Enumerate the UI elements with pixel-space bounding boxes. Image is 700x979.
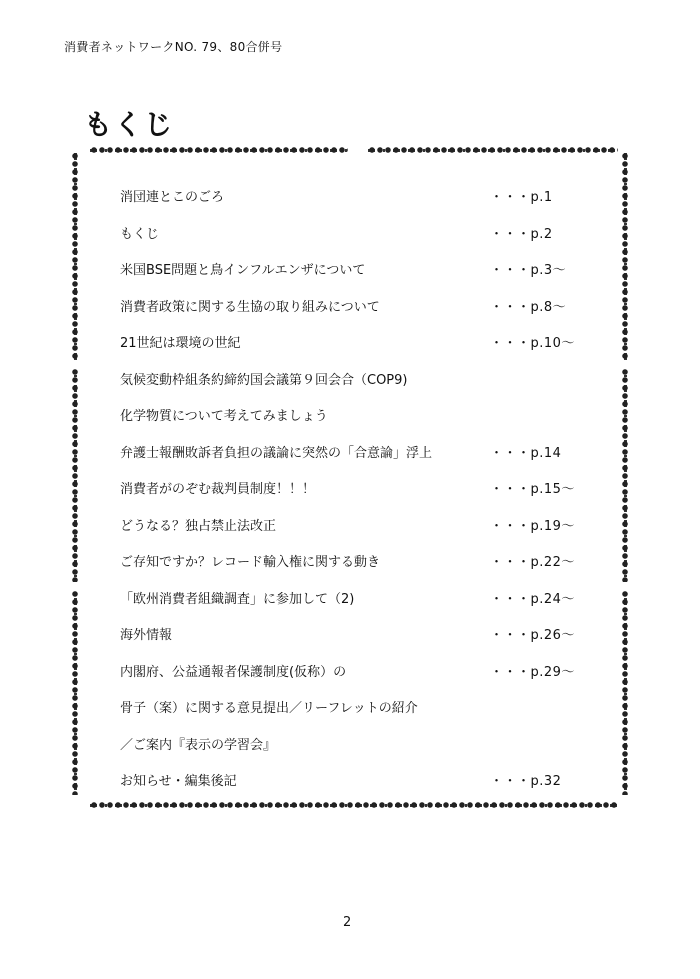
frame-right-3: [620, 590, 630, 795]
toc-entry-title: ご存知ですか？レコード輸入権に関する動き: [120, 555, 381, 570]
toc-entry-page: ・・・p.15～: [490, 482, 575, 497]
page-number: 2: [343, 915, 352, 930]
toc-entry-page: ・・・p.2: [490, 226, 553, 242]
toc-entry-title: 21世紀は環境の世紀: [120, 336, 241, 351]
toc-entry-page: ・・・p.14: [490, 445, 562, 461]
toc-entry-page: ・・・p.26～: [490, 628, 575, 643]
toc-entry-page: ・・・p.24～: [490, 591, 575, 607]
toc-entry: [120, 588, 580, 625]
frame-left-1: [70, 152, 80, 360]
toc-entry-title: 消団連とこのごろ: [120, 190, 225, 205]
toc-entry: [120, 405, 580, 442]
toc-entry: [120, 332, 580, 369]
toc-entry-title: ／ご案内『表示の学習会』: [120, 737, 277, 753]
toc-entry-title: 米国BSE問題と鳥インフルエンザについて: [120, 263, 366, 278]
toc-entry: [120, 661, 580, 698]
toc-entry-page: ・・・p.32: [490, 774, 562, 789]
frame-left-3: [70, 590, 80, 795]
toc-entry-title: どうなる？独占禁止法改正: [120, 518, 277, 534]
toc-entry: [120, 223, 580, 260]
toc-entry: [120, 296, 580, 333]
page-title: もくじ: [84, 108, 175, 141]
toc-entry-page: ・・・p.3～: [490, 263, 567, 278]
toc-entry: [120, 369, 580, 406]
frame-top-left: [90, 145, 348, 155]
toc-entry-title: 海外情報: [120, 628, 173, 643]
toc-entry-title: 弁護士報酬敗訴者負担の議論に突然の「合意論」浮上: [120, 445, 433, 461]
toc-entry-title: 消費者政策に関する生協の取り組みについて: [120, 299, 380, 315]
toc-entry-title: 内閣府、公益通報者保護制度(仮称）の: [120, 664, 347, 680]
toc-entry-title: 気候変動枠組条約締約国会議第９回会合（COP9): [120, 372, 408, 388]
toc-entry: [120, 770, 580, 807]
toc-entry-title: 化学物質について考えてみましょう: [120, 409, 328, 424]
toc-entry: [120, 515, 580, 552]
toc-entry-page: ・・・p.8～: [490, 299, 567, 315]
frame-top-right: [368, 145, 618, 155]
toc-entry-page: ・・・p.19～: [490, 518, 575, 534]
toc-entry-page: ・・・p.1: [490, 190, 553, 205]
toc-entry-title: 「欧州消費者組織調査」に参加して（2): [120, 591, 355, 607]
toc-entry: [120, 478, 580, 515]
toc-entry-title: 骨子（案）に関する意見提出／リーフレットの紹介: [120, 701, 418, 716]
newsletter-header: 消費者ネットワークNO. 79、80合併号: [64, 40, 283, 54]
toc-entry: [120, 442, 580, 479]
toc-entry: [120, 734, 580, 771]
toc-entry-page: ・・・p.22～: [490, 555, 575, 570]
frame-right-2: [620, 368, 630, 582]
toc-entry: [120, 624, 580, 661]
toc-entry: [120, 259, 580, 296]
toc-entry-title: もくじ: [120, 226, 160, 242]
toc-entry-title: 消費者がのぞむ裁判員制度！！！: [120, 482, 316, 497]
toc-entry-page: ・・・p.29～: [490, 664, 575, 680]
toc-entry-page: ・・・p.10～: [490, 336, 575, 351]
toc-entry-title: お知らせ・編集後記: [120, 774, 237, 789]
toc-entry: [120, 551, 580, 588]
frame-right-1: [620, 152, 630, 360]
frame-left-2: [70, 368, 80, 582]
toc-entry: [120, 186, 580, 223]
table-of-contents: [120, 186, 580, 807]
toc-entry: [120, 697, 580, 734]
